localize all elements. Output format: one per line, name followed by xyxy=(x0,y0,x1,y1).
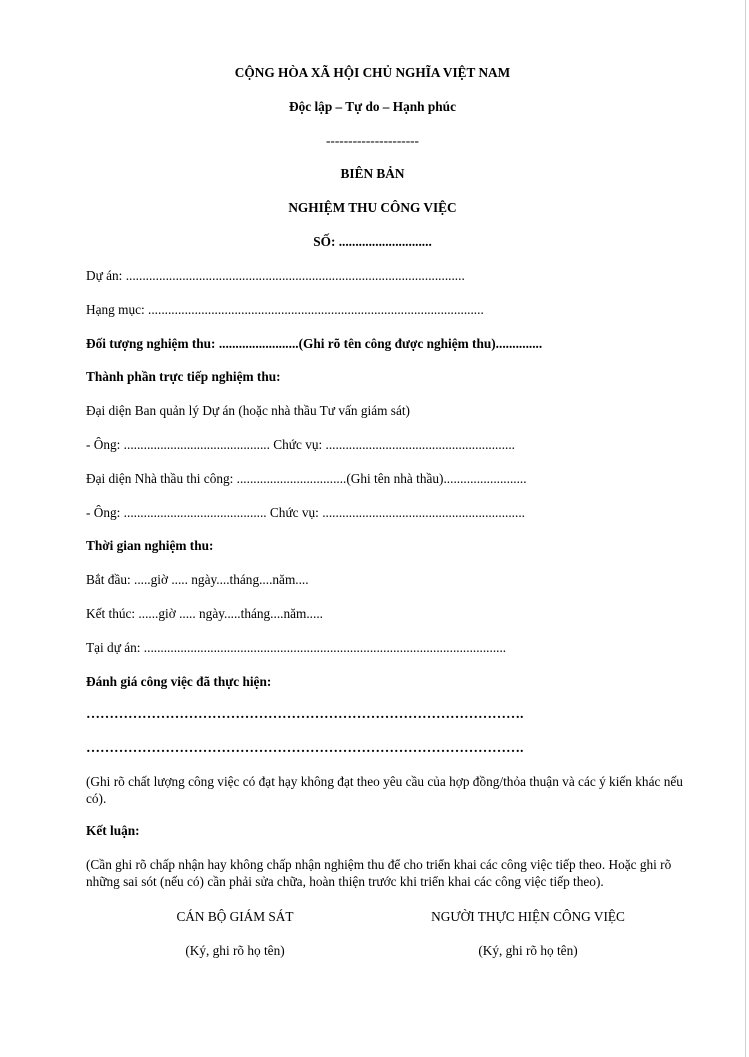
document-number: SỐ: ............................ xyxy=(313,234,432,249)
supervisor-signature-note: (Ký, ghi rõ họ tên) xyxy=(185,943,285,958)
executor-signature-title: NGƯỜI THỰC HIỆN CÔNG VIỆC xyxy=(431,909,625,924)
evaluation-note: (Ghi rõ chất lượng công việc có đạt hạy không đạt theo yêu cầu của hợp đồng/thỏa thuận và các ý kiến khác nếu có). xyxy=(86,774,683,806)
category-field: Hạng mục: ..................................................................................................... xyxy=(86,302,484,317)
contractor-person-field: - Ông: ........................................... Chức vụ: ............................................................. xyxy=(86,505,525,520)
executor-signature-note: (Ký, ghi rõ họ tên) xyxy=(478,943,578,958)
evaluation-heading: Đánh giá công việc đã thực hiện: xyxy=(86,674,272,689)
end-time-field: Kết thúc: ......giờ ..... ngày.....tháng....năm..... xyxy=(86,606,323,621)
motto: Độc lập – Tự do – Hạnh phúc xyxy=(289,99,456,114)
owner-person-field: - Ông: ............................................ Chức vụ: ......................................................... xyxy=(86,437,516,452)
start-time-field: Bắt đầu: .....giờ ..... ngày....tháng....năm.... xyxy=(86,572,309,587)
project-field: Dự án: ...................................................................................................... xyxy=(86,268,465,283)
country-header: CỘNG HÒA XÃ HỘI CHỦ NGHĨA VIỆT NAM xyxy=(234,65,511,80)
object-field: Đối tượng nghiệm thu: ........................(Ghi rõ tên công được nghiệm thu).............. xyxy=(86,336,543,351)
members-heading: Thành phần trực tiếp nghiệm thu: xyxy=(86,369,281,384)
conclusion-heading: Kết luận: xyxy=(86,823,140,838)
header-separator: --------------------- xyxy=(326,133,419,148)
supervisor-signature-title: CÁN BỘ GIÁM SÁT xyxy=(176,909,294,924)
conclusion-note: (Cần ghi rõ chấp nhận hay không chấp nhận nghiệm thu để cho triển khai các công việc tiếp theo. Hoặc ghi rõ những sai sót (nếu có) cần phải sửa chữa, hoàn thiện trước khi triển khai các công việc tiếp theo). xyxy=(86,857,672,889)
document-title: BIÊN BẢN xyxy=(340,166,405,181)
contractor-representative: Đại diện Nhà thầu thi công: .................................(Ghi tên nhà thầu)......................... xyxy=(86,471,527,486)
evaluation-line-1: …………………………………………………………………………………. xyxy=(86,707,524,722)
evaluation-line-2: …………………………………………………………………………………. xyxy=(86,741,524,756)
document-subtitle: NGHIỆM THU CÔNG VIỆC xyxy=(288,200,457,215)
time-heading: Thời gian nghiệm thu: xyxy=(86,538,214,553)
location-field: Tại dự án: ............................................................................................................. xyxy=(86,640,507,655)
owner-representative: Đại diện Ban quản lý Dự án (hoặc nhà thầu Tư vấn giám sát) xyxy=(86,403,410,418)
